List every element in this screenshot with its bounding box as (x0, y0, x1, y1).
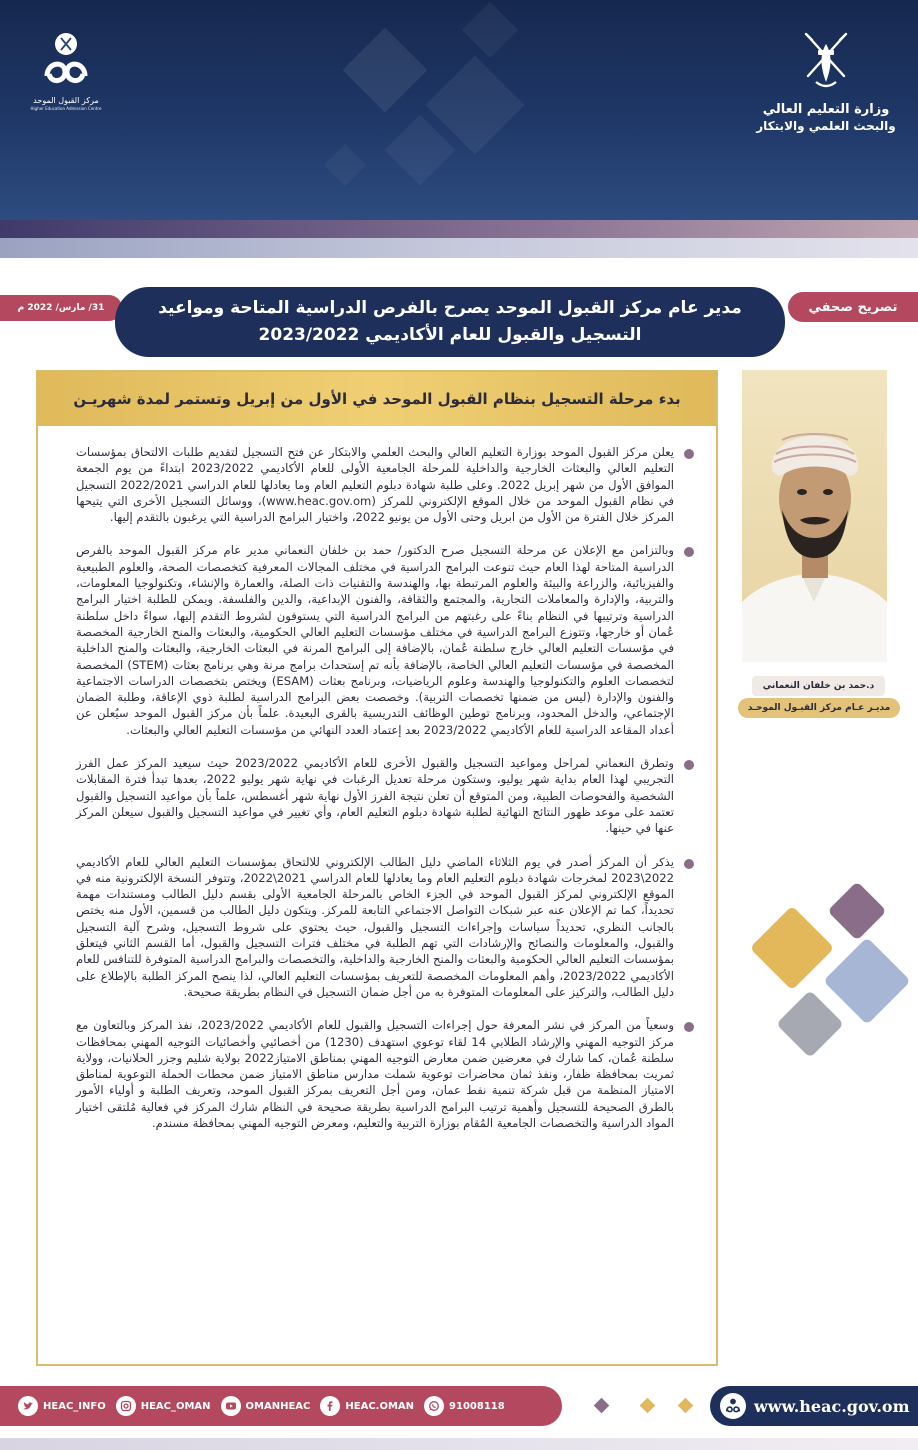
instagram-handle: HEAC_OMAN (140, 1400, 211, 1412)
page-title (115, 287, 785, 357)
heac-small-logo-icon (720, 1393, 746, 1419)
heac-emblem-icon (39, 30, 93, 90)
director-name: د.حمد بن خلفان النعماني (752, 676, 885, 696)
social-links (0, 1386, 562, 1426)
ministry-logo (756, 30, 896, 134)
whatsapp-link[interactable] (424, 1396, 505, 1416)
facebook-link[interactable] (320, 1396, 414, 1416)
oman-emblem-icon (796, 30, 856, 92)
facebook-icon (320, 1396, 340, 1416)
decor-diamond (678, 1398, 694, 1414)
website-url: www.heac.gov.om (754, 1396, 910, 1416)
youtube-icon (221, 1396, 241, 1416)
heac-name-ar: مركز القبول الموحد (33, 96, 99, 105)
article-paragraph: وتطرق النعماني لمراحل ومواعيد التسجيل والقبول الأخرى للعام الأكاديمي 2023/2022 حيث سيعيد المركز عمل الفرز التجريبي لهذا العام بداية شهر يوليو، وستكون مرحلة تعديل الرغبات في نهاية شهر يوليو 2022، بعدها تبدأ فترة المقابلات الشخصية والفحوصات الطبية، ومن المتوقع أن تعلن نتيجة الفرز الأول نهاية شهر أغسطس، علماً بأن مواعيد التسجيل والقبول تعتمد على موعد ظهور النتائج النهائية لطلبة شهادة دبلوم التعليم العام، وأي تغيير في مواعيد التسجيل والقبول سيعلن المركز عنها في حينها. (76, 755, 702, 836)
footer-stripe (0, 1438, 918, 1450)
youtube-link[interactable] (221, 1396, 311, 1416)
article-paragraph: يذكر أن المركز أصدر في يوم الثلاثاء الماضي دليل الطالب الإلكتروني للالتحاق بمؤسسات التعليم العالي للعام الأكاديمي 2022\2023 لمخرجات شهادة دبلوم التعليم العام وما يعادلها للعام الدراسي 2021\2022، وتتوفر النسخة الإلكترونية منه في الموقع الإلكتروني لمركز القبول الموحد في الجزء الخاص بالمرحلة الجامعية الأولى بقسم دليل الطالب ومستندات مهمة تحديداً، كما تم الإعلان عنه عبر شبكات التواصل الاجتماعي التابعة للمركز. ويتكون دليل الطالب من قسمين، الأول منه يختص بالجانب النظري، تحديداً سياسات وإجراءات التسجيل والقبول، حيث يحتوي على شروط التسجيل، وشرح آلية التسجيل والقبول، والمعلومات والنصائح والإرشادات التي تهم الطلبة في مختلف فترات التسجيل والقبول، أما القسم الثاني فيتعلق بمؤسسات التعليم العالي الحكومية والبعثات والمنح الخارجية والداخلية، والتخصصات والبرامج الدراسية المتوفرة للتنافس للعام الأكاديمي 2023/2022، وأهم المعلومات المخصصة للتعريف بمؤسسات التعليم العالي، لذا ينصح المركز الطلبة بالإطلاع على دليل الطالب، والتركيز على المعلومات المتوفرة به من أجل ضمان التسجيل في النظام بطريقة صحيحة. (76, 854, 702, 1001)
whatsapp-icon (424, 1396, 444, 1416)
decor-diamond (385, 115, 456, 186)
date-badge: 31/ مارس/ 2022 م (0, 295, 122, 321)
decor-diamond (462, 2, 519, 59)
director-photo (742, 370, 887, 662)
press-release-tag: تصريح صحفي (788, 292, 918, 322)
twitter-icon (18, 1396, 38, 1416)
article-body (38, 444, 716, 1148)
youtube-handle: OMANHEAC (245, 1400, 311, 1412)
twitter-handle: HEAC_INFO (43, 1400, 106, 1412)
facebook-handle: HEAC.OMAN (345, 1400, 415, 1412)
decor-diamond (750, 906, 835, 991)
decor-diamond (640, 1398, 656, 1414)
decor-diamond (823, 937, 911, 1025)
article-frame (36, 370, 718, 1366)
portrait-icon (742, 370, 887, 662)
header-banner (0, 0, 918, 220)
article-subtitle: بدء مرحلة التسجيل بنظام القبول الموحد في الأول من إبريل وتستمر لمدة شهريـن (38, 372, 716, 426)
footer (0, 1386, 918, 1426)
decor-diamond (827, 881, 886, 940)
ministry-name-line1: وزارة التعليم العالي (762, 102, 890, 117)
title-line-2: التسجيل والقبول للعام الأكاديمي 2023/2022 (258, 325, 642, 345)
instagram-link[interactable] (116, 1396, 211, 1416)
decor-diamond (324, 144, 366, 186)
header-stripe-light (0, 238, 918, 258)
article-paragraph: وبالتزامن مع الإعلان عن مرحلة التسجيل صرح الدكتور/ حمد بن خلفان النعماني مدير عام مركز القبول الموحد بالفرص الدراسية المتاحة لهذا العام حيث تنوعت البرامج الدراسية في مختلف المجالات المعرفية كتخصصات الصحة، والعلوم الطبيعية والفيزيائية، والزراعة والبيئة والعلوم المرتبطة بها، والهندسة والتقنيات ذات الصلة، والعمارة والإنشاء، وتكنولوجيا المعلومات، والتربية، والإدارة والمعاملات التجارية، والمجتمع والثقافة، والفنون الإبداعية، والدين والفلسفة. ويمكن للطلبة اختيار البرامج الدراسية وترتيبها في النظام بناءً على رغبتهم من البرامج الدراسية التي يستوفون لشروط التقدم إليها، سواءً داخل سلطنة عُمان أو خارجها، وتتوزع البرامج الدراسية في مختلف مؤسسات التعليم العالي الحكومية، والبعثات والمنح الخارجية المخصصة في مؤسسات التعليم العالي خارج سلطنة عُمان، بالإضافة إلى البرامج المرنة في البعثات الخارجية، والبعثات والمنح الداخلية المخصصة في مؤسسات التعليم العالي الخاصة، بالإضافة بأنه تم إستحداث برامج مرنة وهي برنامج بعثات (STEM) المخصصة لتخصصات العلوم والتكنولوجيا والهندسة وعلوم الرياضيات، وبرنامج بعثات (ESAM) ويختص بتخصصات الدراسات الاجتماعية والفنون والإدارة (ليس من ضمنها تخصصات التربية). وخصصت بعض البرامج الدراسية لطلبة ذوي الإعاقة، وطلبة الضمان الإجتماعي، والدخل المحدود، وبرنامج توطين الوظائف التدريسية بالقرى البعيدة. علماً بأن مركز القبول الموحد سيُعلن عن أعداد المقاعد الدراسية للعام الأكاديمي 2023/2022 بعد إعتماد العدد النهائي من مؤسسات التعليم العالي والبعثات. (76, 542, 702, 738)
decor-diamond (343, 28, 428, 113)
decor-diamond (594, 1398, 610, 1414)
decor-diamond (776, 990, 844, 1058)
twitter-link[interactable] (18, 1396, 106, 1416)
article-paragraph: وسعياً من المركز في نشر المعرفة حول إجراءات التسجيل والقبول للعام الأكاديمي 2023/2022، نفذ المركز وبالتعاون مع مركز التوجيه المهني والإرشاد الطلابي 14 لقاء توعوي استهدف (1230) من أخصائيي وأخصائيات التوجيه المهني بمحافظات سلطنة عُمان، كما شارك في معرضين ضمن معارض التوجيه المهني بمناطق الامتياز2022 بولاية شليم وجزر الحلانيات، وولاية ثمريت بمحافظة ظفار، ونفذ ثمان محاضرات توعوية شملت مدارس مناطق الامتياز ضمن محطات الحملة التوعوية لمناطق الامتياز المنظمة من قبل شركة تنمية نفط عمان، ومن أجل التعريف بمركز القبول الموحد، وتعريف الطلبة و أولياء الأمور بالطرق الصحيحة للتسجيل وأهمية ترتيب البرامج الدراسية بطريقة صحيحة في النظام شارك المركز في فعالية مُلتقى اختيار المواد الدراسية والتخصصات الجامعية المُقام بوزارة التربية والتعليم، ومعرض التوجيه المهني بمحافظة مسندم. (76, 1017, 702, 1131)
website-link[interactable] (710, 1386, 918, 1426)
instagram-icon (116, 1396, 136, 1416)
title-line-1: مدير عام مركز القبول الموحد يصرح بالفرص الدراسية المتاحة ومواعيد (158, 298, 742, 318)
article-paragraph: يعلن مركز القبول الموحد بوزارة التعليم العالي والبحث العلمي والابتكار عن فتح التسجيل لتقديم طلبات الالتحاق بمؤسسات التعليم العالي والبعثات الخارجية والداخلية للمرحلة الجامعية الأولى للعام الأكاديمي 2023/2022 ابتداءً من يوم الجمعة الموافق الأول من شهر إبريل 2022. وعلى طلبة شهادة دبلوم التعليم العام وما يعادلها للعام الدراسي 2022/2021 التسجيل في نظام القبول الموحد من خلال الموقع الإلكتروني للمركز (www.heac.gov.om)، ووسائل التسجيل الأخرى التي يتيحها المركز خلال الفترة من الأول من ابريل وحتى الأول من يونيو 2022، واختيار البرامج الدراسية التي يرغبون بالتقدم إليها. (76, 444, 702, 525)
header-stripe (0, 220, 918, 238)
ministry-name-line2: والبحث العلمي والابتكار (756, 119, 896, 133)
whatsapp-number: 91008118 (449, 1400, 505, 1412)
heac-logo (26, 30, 106, 111)
heac-name-en: Higher Education Admission Centre (30, 106, 102, 111)
director-position: مديـر عـام مركز القبـول الموحـد (738, 698, 900, 718)
